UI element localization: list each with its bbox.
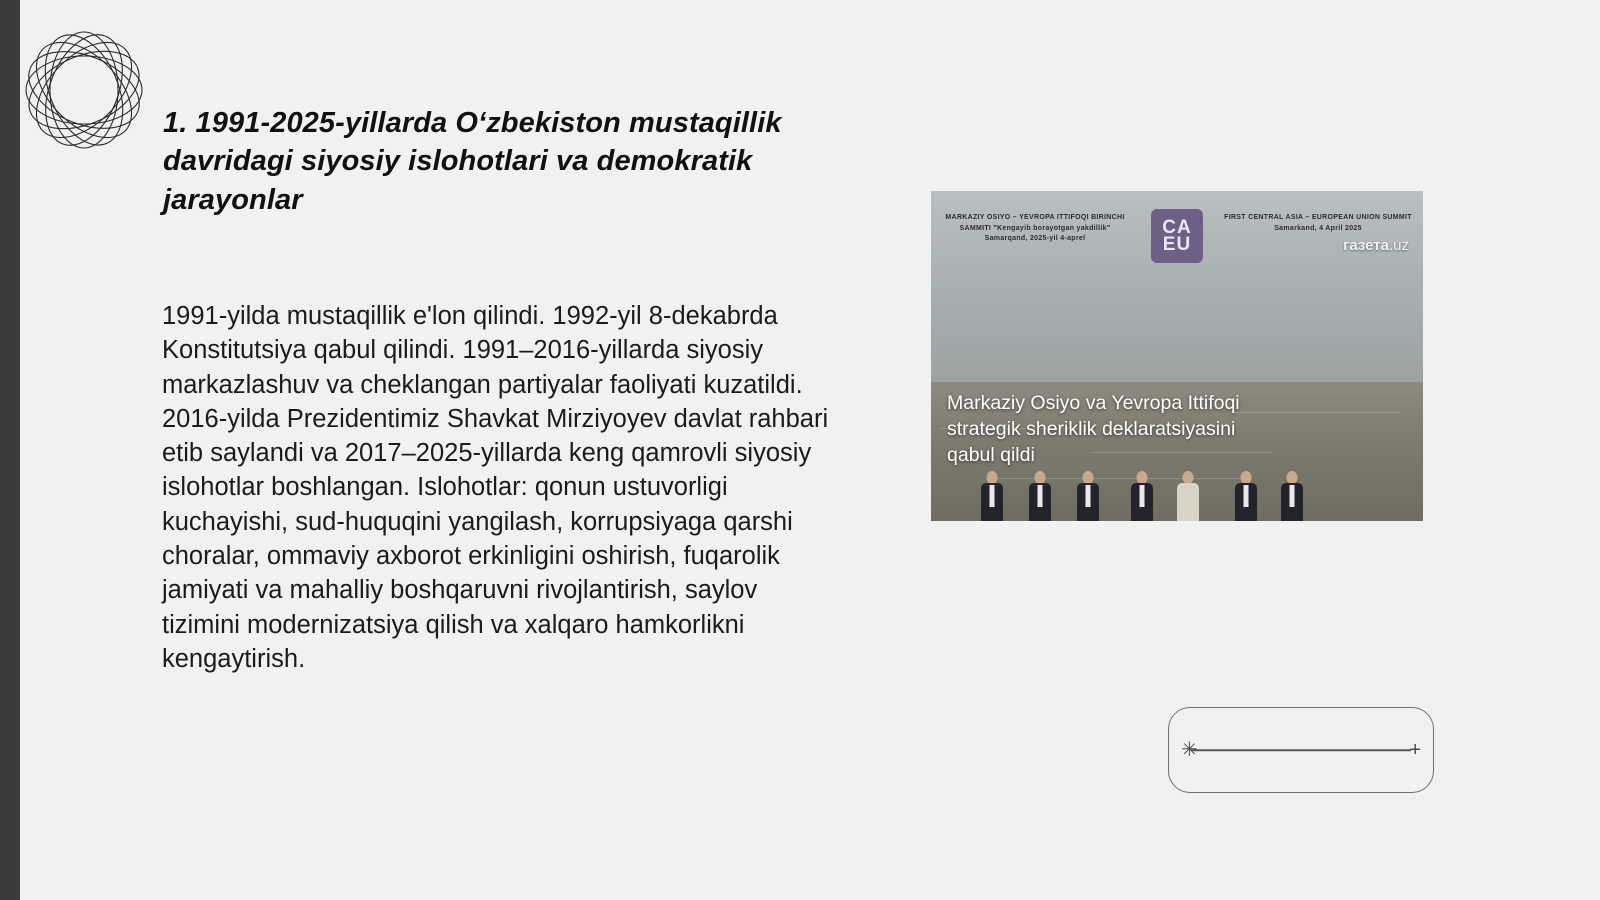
slider-track[interactable] [1191, 749, 1411, 751]
spirograph-logo-icon [4, 10, 164, 170]
watermark-tld: .uz [1388, 237, 1409, 254]
sparkle-icon[interactable]: ✳ [1181, 739, 1198, 761]
summit-photo [931, 191, 1423, 521]
watermark-name: газета [1343, 237, 1389, 254]
summit-emblem-icon [1151, 209, 1203, 263]
banner-text-en: FIRST CENTRAL ASIA – EUROPEAN UNION SUMMIT Samarkand, 4 April 2025 [1224, 214, 1412, 232]
slide-title: 1. 1991-2025-yillarda O‘zbekiston mustaqillik davridagi siyosiy islohotlari va demokratik jarayonlar [163, 107, 782, 216]
plus-icon[interactable]: + [1409, 739, 1421, 761]
brightness-slider[interactable] [1168, 707, 1434, 793]
emblem-line-1: CA [1162, 216, 1192, 238]
emblem-line-2: EU [1162, 234, 1192, 255]
watermark [1343, 237, 1409, 254]
banner-text-uz: MARKAZIY OSIYO – YEVROPA ITTIFOQI BIRINCHI SAMMITI "Kengayib borayotgan yakdillik" Samarqand, 2025-yil 4-aprel [945, 214, 1125, 242]
photo-caption: Markaziy Osiyo va Yevropa Ittifoqi strategik sheriklik deklaratsiyasini qabul qildi [947, 392, 1240, 466]
slide-body-text: 1991-yilda mustaqillik e'lon qilindi. 1992-yil 8-dekabrda Konstitutsiya qabul qilindi. 1991–2016-yillarda siyosiy markazlashuv va cheklangan partiyalar faoliyati kuzatildi. 2016-yilda Prezidentimiz Shavkat Mirziyoyev davlat rahbari etib saylandi va 2017–2025-yillarda keng qamrovli siyosiy islohotlar boshlangan. Islohotlar: qonun ustuvorligi kuchayishi, sud-huquqini yangilash, korrupsiyaga qarshi choralar, ommaviy axborot erkinligini oshirish, fuqarolik jamiyati va mahalliy boshqaruvni rivojlantirish, saylov tizimini modernizatsiya qilish va xalqaro hamkorlikni kengaytirish. [162, 302, 829, 673]
